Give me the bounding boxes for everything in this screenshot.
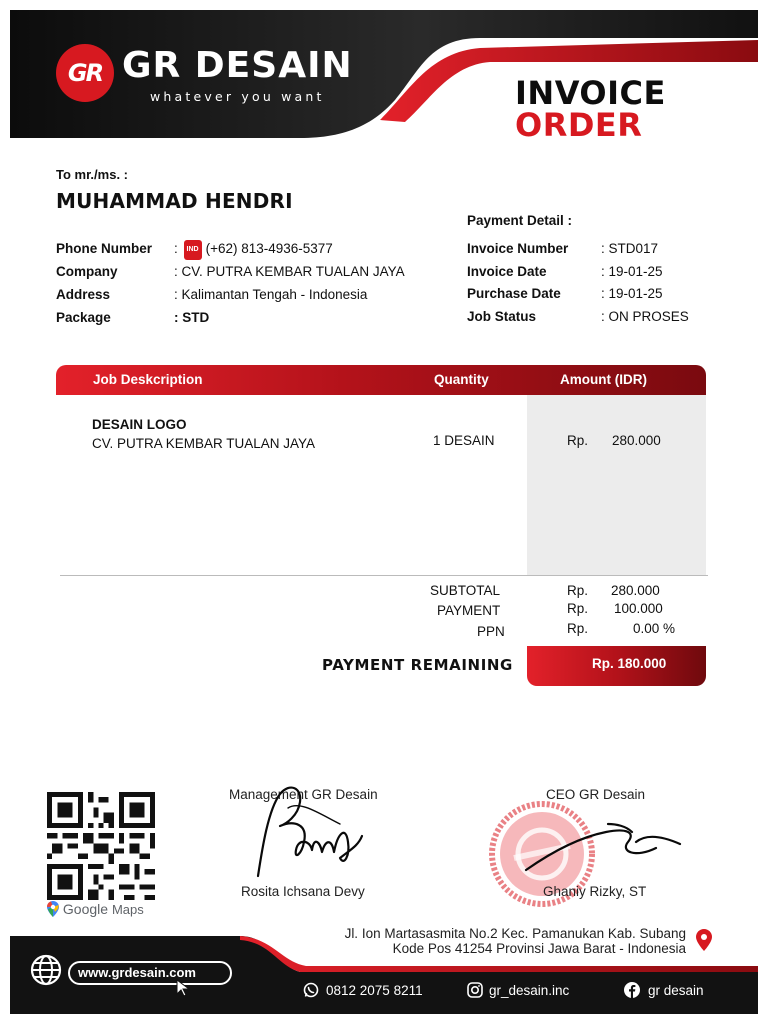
client-name: MUHAMMAD HENDRI <box>56 189 293 213</box>
table-header <box>56 365 706 395</box>
job-status-value: ON PROSES <box>608 309 689 324</box>
management-signature <box>250 780 370 885</box>
amount-column-bg <box>527 395 706 576</box>
package-label: Package <box>56 310 111 325</box>
ppn-value: 0.00 % <box>633 621 676 636</box>
address-value: Kalimantan Tengah - Indonesia <box>181 287 368 302</box>
invoice-page: GR GR DESAIN whatever you want INVOICE ORDER To mr./ms. : MUHAMMAD HENDRI Phone Number : IND (+62) 813-4936-5377 Company : CV. PUTRA KEMBAR TUALAN JAYA Address : Kalimantan Tengah - Indonesia Package : STD Payment Detail : Invoice Number : STD017 Invoice Date : 19-01-25 Purchase Date : 19-01-25 Job Status : ON PROSES Job Deskcription Quantity Amount (IDR) DESAIN LOGO CV. PUTRA KEMBAR TUALAN JAYA 1 DESAIN Rp. 280.000 SUBTOTAL Rp. 280.000 PAYMENT Rp. 100.000 PPN Rp. 0.00 % PAYMENT REMAINING Rp. 180.000 Google Maps Management GR Desain Rosita Ichsana Devy CEO GR Desain Ghaniy Rizky, ST Jl. Ion Martasasmita No.2 Kec. Pamanukan Kab. Subang Kode Pos 41254 Provinsi Jawa Barat - Indonesia www.grdesain.com 0812 2075 8211 gr_desain.inc gr desain <box>10 10 758 1014</box>
logo-mark: GR <box>56 44 114 102</box>
item-quantity: 1 DESAIN <box>433 433 495 448</box>
country-badge: IND <box>184 240 202 260</box>
document-title-line1: INVOICE <box>515 74 666 112</box>
col-header-quantity: Quantity <box>434 372 489 387</box>
item-subtitle: CV. PUTRA KEMBAR TUALAN JAYA <box>92 436 316 451</box>
website-link[interactable]: www.grdesain.com <box>68 961 232 985</box>
payment-remaining-label: PAYMENT REMAINING <box>322 656 513 674</box>
google-text: Google <box>62 901 109 917</box>
payment-value: 100.000 <box>614 601 663 616</box>
address-label: Address <box>56 287 111 302</box>
package-value: STD <box>182 310 210 325</box>
phone-value: (+62) 813-4936-5377 <box>205 241 333 256</box>
table-divider <box>60 575 708 576</box>
invoice-date-value: 19-01-25 <box>608 264 663 279</box>
google-maps-pin-icon <box>47 901 59 917</box>
management-title: Management GR Desain <box>229 787 378 802</box>
invoice-number-label: Invoice Number <box>467 241 569 256</box>
col-header-description: Job Deskcription <box>93 372 203 387</box>
purchase-date-label: Purchase Date <box>467 286 561 301</box>
ceo-name: Ghaniy Rizky, ST <box>543 884 647 899</box>
document-title-line2: ORDER <box>515 106 643 144</box>
invoice-date-label: Invoice Date <box>467 264 547 279</box>
management-name: Rosita Ichsana Devy <box>241 884 365 899</box>
facebook-page[interactable]: gr desain <box>648 983 704 998</box>
job-status-label: Job Status <box>467 309 537 324</box>
google-maps-label[interactable] <box>47 901 144 917</box>
to-label: To mr./ms. : <box>56 167 128 182</box>
item-title: DESAIN LOGO <box>92 417 187 432</box>
phone-value-wrap: : IND (+62) 813-4936-5377 <box>174 240 333 260</box>
qr-code[interactable] <box>47 792 155 900</box>
invoice-number-value: STD017 <box>608 241 659 256</box>
subtotal-currency: Rp. <box>567 583 589 598</box>
col-header-amount: Amount (IDR) <box>560 372 647 387</box>
ceo-title: CEO GR Desain <box>546 787 646 802</box>
brand-name: GR DESAIN <box>122 45 353 86</box>
payment-label: PAYMENT <box>437 603 501 618</box>
brand-tagline: whatever you want <box>150 89 325 104</box>
address-line2: Kode Pos 41254 Provinsi Jawa Barat - Indonesia <box>392 941 686 956</box>
ppn-currency: Rp. <box>567 621 589 636</box>
payment-currency: Rp. <box>567 601 589 616</box>
instagram-icon <box>467 982 483 998</box>
phone-label: Phone Number <box>56 241 153 256</box>
company-value: CV. PUTRA KEMBAR TUALAN JAYA <box>181 264 405 279</box>
payment-detail-title: Payment Detail : <box>467 213 573 228</box>
whatsapp-number[interactable]: 0812 2075 8211 <box>326 983 423 998</box>
maps-text: Maps <box>111 902 144 917</box>
globe-icon <box>30 954 62 986</box>
address-line1: Jl. Ion Martasasmita No.2 Kec. Pamanukan Kab. Subang <box>344 926 686 941</box>
item-amount: 280.000 <box>612 433 661 448</box>
purchase-date-value: 19-01-25 <box>608 286 663 301</box>
subtotal-label: SUBTOTAL <box>430 583 501 598</box>
facebook-icon <box>624 982 640 998</box>
instagram-handle[interactable]: gr_desain.inc <box>489 983 570 998</box>
payment-remaining-value: Rp. 180.000 <box>592 656 667 671</box>
cursor-icon <box>176 979 192 997</box>
company-label: Company <box>56 264 118 279</box>
ppn-label: PPN <box>477 624 505 639</box>
item-currency: Rp. <box>567 433 589 448</box>
subtotal-value: 280.000 <box>611 583 660 598</box>
whatsapp-icon <box>303 982 319 998</box>
